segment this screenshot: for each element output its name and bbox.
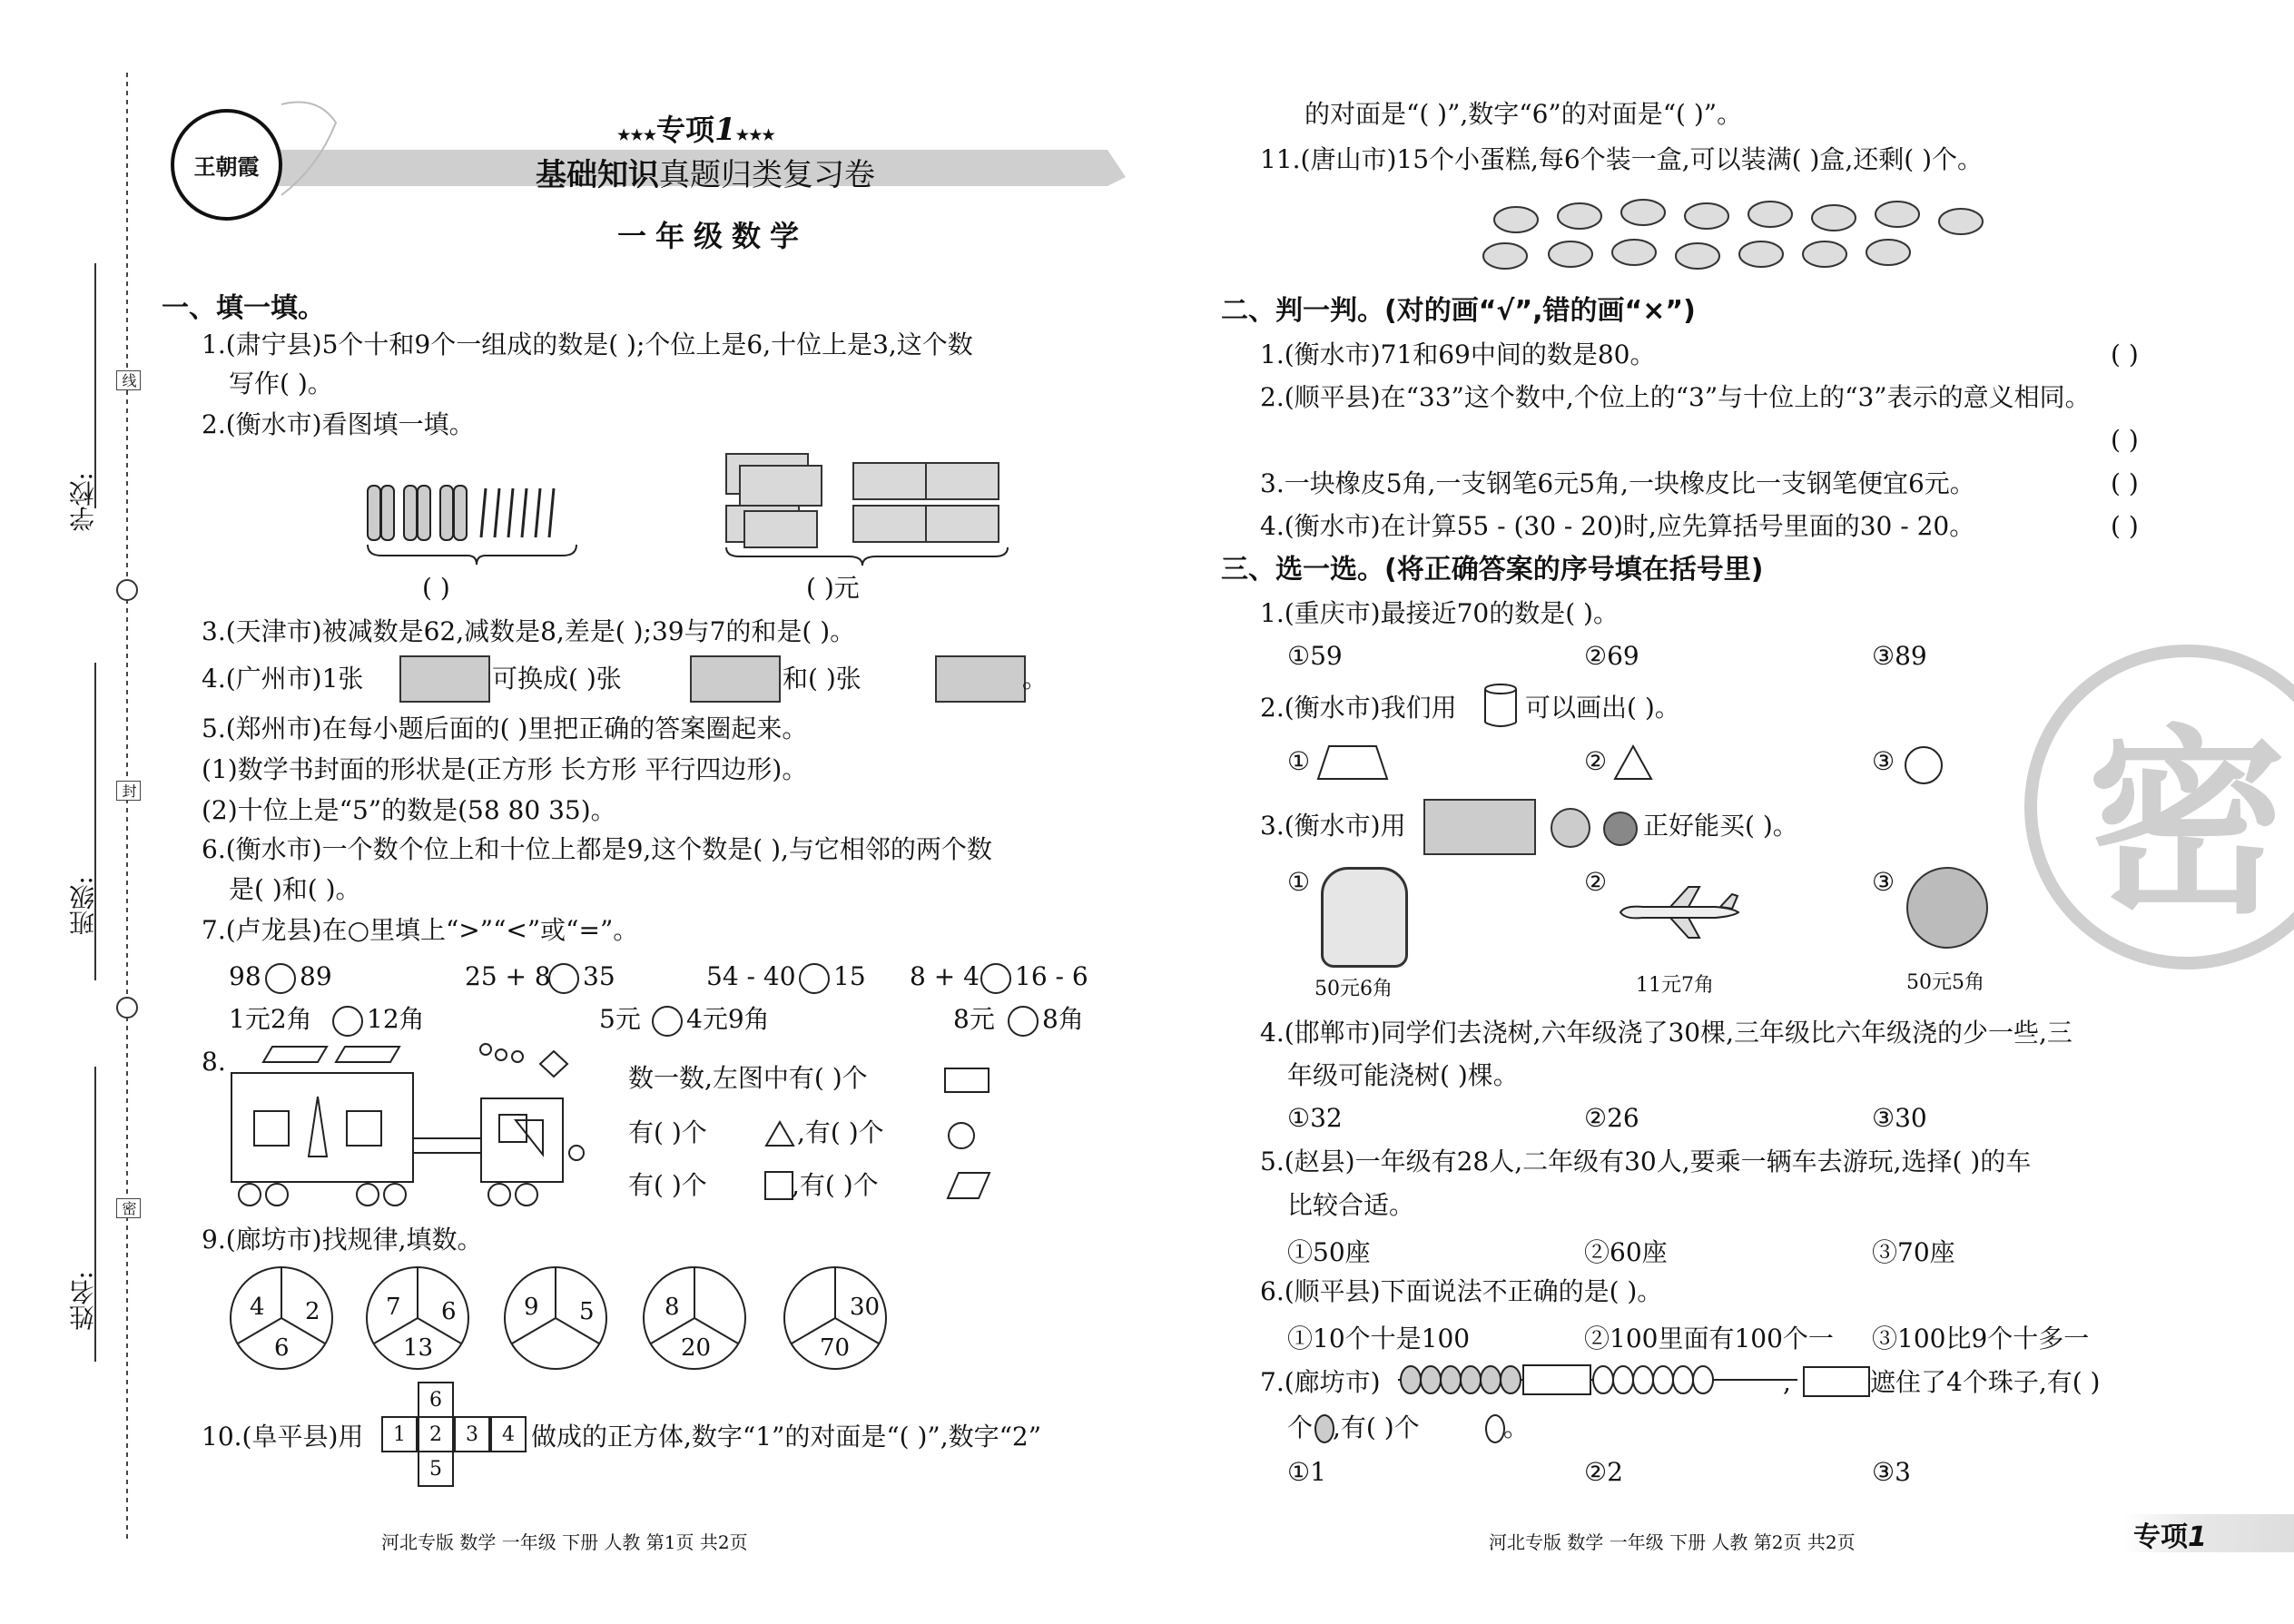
choice-6: 6.(顺平县)下面说法不正确的是( )。 — [1260, 1276, 1663, 1306]
choice-6-option[interactable]: ②100里面有100个一 — [1584, 1324, 1834, 1353]
choice-4-option[interactable]: ①32 — [1287, 1103, 1343, 1133]
choice-2-b: 可以画出( )。 — [1525, 693, 1680, 723]
choice-3-a: 3.(衡水市)用 — [1260, 811, 1406, 841]
net-cell: 3 — [454, 1416, 490, 1452]
choice-3-option[interactable]: ③ — [1872, 867, 1895, 897]
name-label: 姓名: — [68, 1271, 98, 1331]
binding-mark-line: 线 — [116, 370, 141, 390]
choice-4-line1: 4.(邯郸市)同学们去浇树,六年级浇了30棵,三年级比六年级浇的少一些,三 — [1260, 1018, 2072, 1048]
judge-1: 1.(衡水市)71和69中间的数是80。 — [1260, 340, 1656, 369]
q10-text-b: 做成的正方体,数字“1”的对面是“( )”,数字“2” — [531, 1422, 1042, 1452]
banknote-20-icon — [690, 655, 781, 703]
banknote-50-icon — [1423, 799, 1536, 855]
circle-value: 5 — [579, 1298, 595, 1325]
choice-6-option[interactable]: ①10个十是100 — [1287, 1324, 1471, 1353]
circle-icon — [1905, 746, 1943, 784]
judge-3: 3.一块橡皮5角,一支钢笔6元5角,一块橡皮比一支钢笔便宜6元。 — [1260, 468, 1975, 498]
q4-text-b: 可换成( )张 — [492, 664, 622, 694]
binding-mark-seal2: 密 — [116, 1198, 141, 1218]
compare-circle[interactable] — [1008, 1006, 1039, 1037]
net-cell: 6 — [418, 1382, 454, 1418]
compare-circle[interactable] — [799, 963, 830, 994]
judge-1-answer[interactable]: ( ) — [2111, 340, 2139, 369]
choice-5-line2: 比较合适。 — [1287, 1190, 1415, 1220]
circle-value: 6 — [274, 1334, 290, 1362]
choice-4-option[interactable]: ③30 — [1872, 1103, 1927, 1133]
binding-mark-seal: 封 — [116, 781, 141, 801]
logo — [171, 109, 282, 221]
q10-text-a: 10.(阜平县)用 — [202, 1422, 364, 1452]
choice-3-option[interactable]: ② — [1584, 867, 1608, 897]
net-cell: 2 — [418, 1416, 454, 1452]
q4-text-d: 。 — [1022, 664, 1049, 694]
q6-line2: 是( )和( )。 — [229, 874, 361, 904]
compare-circle[interactable] — [332, 1006, 363, 1037]
q7-item: 8元 — [953, 1004, 995, 1034]
q7-item: 5元 — [599, 1004, 641, 1034]
choice-2-option[interactable]: ② — [1584, 746, 1608, 776]
school-label: 学校: — [68, 472, 98, 532]
choice-3-b: 正好能买( )。 — [1643, 811, 1798, 841]
choice-7-f: 。 — [1503, 1412, 1530, 1442]
choice-5-line1: 5.(赵县)一年级有28人,二年级有30人,要乘一辆车去游玩,选择( )的车 — [1260, 1147, 2032, 1176]
q8-line3a: 有( )个 — [628, 1170, 707, 1200]
paper-title: 基础知识真题归类复习卷 — [536, 157, 875, 193]
judge-3-answer[interactable]: ( ) — [2111, 468, 2139, 498]
q1-line1: 1.(肃宁县)5个十和9个一组成的数是( );个位上是6,十位上是3,这个数 — [202, 330, 973, 359]
q8-line2b: ,有( )个 — [797, 1117, 884, 1147]
q7-item: 98 — [229, 961, 261, 991]
choice-7-option[interactable]: ①1 — [1287, 1457, 1326, 1487]
basketball-icon — [1906, 867, 1988, 949]
q1-line2: 写作( )。 — [229, 369, 333, 399]
q11-text: 11.(唐山市)15个小蛋糕,每6个装一盒,可以装满( )盒,还剩( )个。 — [1260, 144, 1984, 174]
choice-7-option[interactable]: ③3 — [1872, 1457, 1911, 1487]
circle-value: 2 — [305, 1298, 320, 1325]
q7-item: 89 — [300, 961, 332, 991]
q7-item: 54 - 40 — [706, 961, 796, 991]
circle-value: 7 — [386, 1294, 401, 1321]
banknotes-figure — [722, 449, 1012, 558]
choice-4-line2: 年级可能浇树( )棵。 — [1287, 1060, 1519, 1090]
square-icon — [764, 1171, 793, 1200]
q2-blank-money[interactable]: ( )元 — [806, 573, 860, 603]
choice-7-c: 遮住了4个珠子,有( ) — [1870, 1367, 2101, 1397]
choice-7-option[interactable]: ②2 — [1584, 1457, 1623, 1487]
rectangle-icon — [944, 1068, 989, 1093]
paper-subtitle: 一年级数学 — [617, 219, 809, 253]
beads-figure — [1398, 1362, 1797, 1398]
compare-circle[interactable] — [265, 963, 296, 994]
q7-item: 15 — [833, 961, 866, 991]
series-label: ★★★专项1★★★ — [617, 112, 775, 148]
cover-rectangle-icon — [1803, 1366, 1870, 1397]
price-label: 50元5角 — [1906, 971, 1984, 994]
choice-7-b: , — [1783, 1367, 1791, 1397]
q8-line2a: 有( )个 — [628, 1117, 707, 1147]
q8-line1: 数一数,左图中有( )个 — [628, 1063, 868, 1093]
q7-item: 4元9角 — [686, 1004, 770, 1034]
corner-label: 专项1 — [2133, 1521, 2207, 1553]
banknote-10-icon — [935, 655, 1026, 703]
triangle-icon — [764, 1120, 795, 1147]
choice-7-d: 个 — [1287, 1412, 1314, 1442]
q10-continued: 的对面是“( )”,数字“6”的对面是“( )”。 — [1305, 99, 1743, 129]
logo-text: 王朝霞 — [193, 153, 260, 180]
net-cell: 5 — [418, 1451, 454, 1487]
choice-1-option[interactable]: ②69 — [1584, 641, 1639, 671]
q7-item: 1元2角 — [229, 1004, 312, 1034]
q3-text: 3.(天津市)被减数是62,减数是8,差是( );39与7的和是( )。 — [202, 616, 856, 646]
q7-item: 8 + 4 — [910, 961, 980, 991]
choice-5-option[interactable]: ①50座 — [1287, 1237, 1371, 1267]
trapezoid-icon — [1316, 744, 1389, 781]
choice-2-option[interactable]: ③ — [1872, 746, 1895, 776]
choice-7-e: ,有( )个 — [1333, 1412, 1420, 1442]
net-cell: 1 — [381, 1416, 418, 1452]
judge-2-answer[interactable]: ( ) — [2111, 425, 2139, 455]
price-label: 50元6角 — [1314, 978, 1393, 1000]
price-label: 11元7角 — [1636, 974, 1714, 997]
class-label: 班级: — [68, 876, 98, 936]
net-cell: 4 — [490, 1416, 527, 1452]
parallelogram-icon — [946, 1171, 991, 1200]
white-bead-icon — [1485, 1414, 1505, 1443]
q7-item: 35 — [583, 961, 615, 991]
section-3-heading: 三、选一选。(将正确答案的序号填在括号里) — [1221, 554, 1764, 586]
circle-value: 8 — [665, 1294, 680, 1321]
choice-1-option[interactable]: ①59 — [1287, 641, 1343, 671]
airplane-icon — [1616, 885, 1743, 940]
circle-value: 9 — [524, 1294, 539, 1321]
confidential-watermark: 密 — [2024, 645, 2294, 969]
q5-text: 5.(郑州市)在每小题后面的( )里把正确的答案圈起来。 — [202, 714, 808, 743]
choice-1: 1.(重庆市)最接近70的数是( )。 — [1260, 598, 1619, 628]
judge-4: 4.(衡水市)在计算55 - (30 - 20)时,应先算括号里面的30 - 20。 — [1260, 511, 1975, 541]
circle-icon — [948, 1122, 975, 1149]
triangle-icon — [1613, 744, 1653, 781]
choice-5-option[interactable]: ③70座 — [1872, 1237, 1955, 1267]
coin-icon — [1551, 808, 1590, 848]
circle-value: 30 — [850, 1294, 881, 1321]
compare-circle[interactable] — [548, 963, 579, 994]
circle-value: 13 — [403, 1334, 434, 1362]
circle-value: 20 — [681, 1334, 712, 1362]
compare-circle[interactable] — [652, 1006, 683, 1037]
q5-sub1: (1)数学书封面的形状是(正方形 长方形 平行四边形)。 — [202, 754, 808, 784]
q7-text: 7.(卢龙县)在○里填上“>”“<”或“=”。 — [202, 915, 639, 945]
right-footer: 河北专版 数学 一年级 下册 人教 第2页 共2页 — [1489, 1531, 1856, 1553]
q8-label: 8. — [202, 1047, 226, 1077]
section-2-heading: 二、判一判。(对的画“√”,错的画“×”) — [1221, 295, 1696, 327]
q8-line3b: ,有( )个 — [792, 1170, 879, 1200]
section-1-heading: 一、填一填。 — [162, 292, 325, 324]
choice-6-option[interactable]: ③100比9个十多一 — [1872, 1324, 2090, 1353]
circle-value: 70 — [820, 1334, 851, 1362]
banknote-50-icon — [399, 655, 490, 703]
pattern-circles-figure — [227, 1264, 917, 1382]
choice-3-option[interactable]: ① — [1287, 867, 1311, 897]
q7-item: 25 + 8 — [465, 961, 551, 991]
judge-2: 2.(顺平县)在“33”这个数中,个位上的“3”与十位上的“3”表示的意义相同。 — [1260, 382, 2091, 412]
choice-5-option[interactable]: ②60座 — [1584, 1237, 1668, 1267]
cube-net — [381, 1382, 527, 1491]
circle-value: 4 — [250, 1294, 265, 1321]
choice-2-option[interactable]: ① — [1287, 746, 1311, 776]
choice-4-option[interactable]: ②26 — [1584, 1103, 1639, 1133]
q9-text: 9.(廊坊市)找规律,填数。 — [202, 1225, 483, 1255]
q7-item: 12角 — [367, 1004, 425, 1034]
q2-blank-sticks[interactable]: ( ) — [422, 573, 450, 603]
q6-line1: 6.(衡水市)一个数个位上和十位上都是9,这个数是( ),与它相邻的两个数 — [202, 834, 992, 864]
q5-sub2: (2)十位上是“5”的数是(58 80 35)。 — [202, 795, 616, 825]
cylinder-icon — [1483, 683, 1518, 730]
choice-1-option[interactable]: ③89 — [1872, 641, 1927, 671]
compare-circle[interactable] — [980, 963, 1011, 994]
q7-item: 16 - 6 — [1015, 961, 1088, 991]
q4-text-c: 和( )张 — [783, 664, 861, 694]
circle-value: 6 — [441, 1298, 457, 1325]
backpack-icon — [1321, 867, 1408, 968]
train-shapes-figure — [227, 1042, 608, 1224]
choice-2-a: 2.(衡水市)我们用 — [1260, 693, 1457, 723]
q4-text-a: 4.(广州市)1张 — [202, 664, 364, 694]
left-footer: 河北专版 数学 一年级 下册 人教 第1页 共2页 — [381, 1531, 748, 1553]
q2-text: 2.(衡水市)看图填一填。 — [202, 409, 475, 439]
choice-7-a: 7.(廊坊市) — [1260, 1367, 1381, 1397]
gray-bead-icon — [1314, 1414, 1334, 1443]
q7-item: 8角 — [1042, 1004, 1084, 1034]
judge-4-answer[interactable]: ( ) — [2111, 511, 2139, 541]
stick-bundles-figure — [363, 481, 599, 563]
cakes-figure — [1489, 191, 2006, 281]
coin-icon — [1603, 812, 1638, 846]
